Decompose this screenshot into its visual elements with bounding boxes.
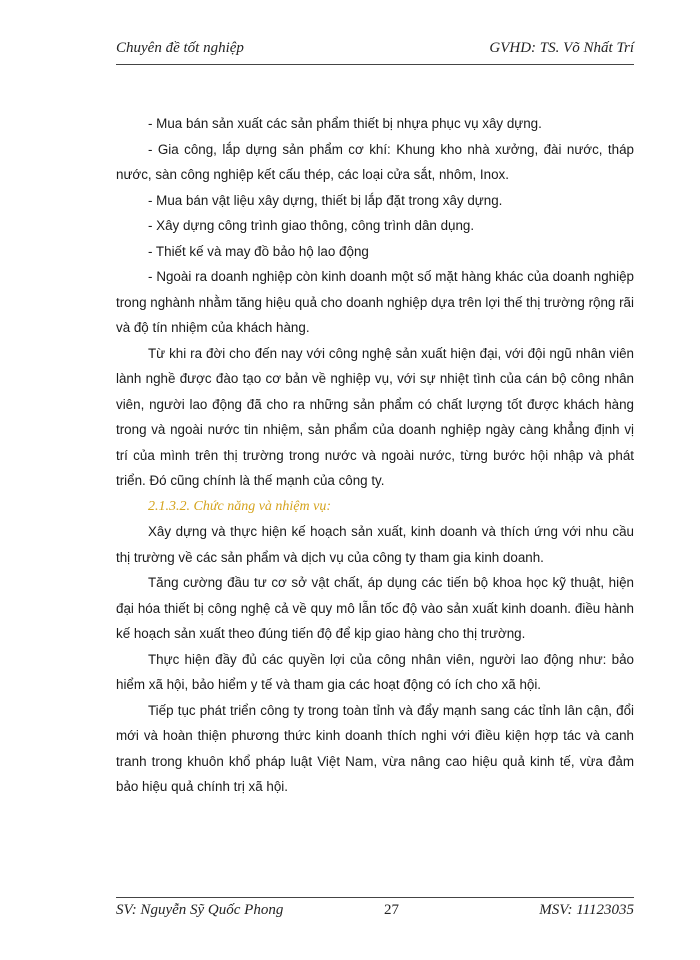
footer-student-id: MSV: 11123035 (539, 902, 634, 918)
paragraph-5: - Thiết kế và may đồ bảo hộ lao động (148, 243, 369, 259)
paragraph-9: Tăng cường đầu tư cơ sở vật chất, áp dụng các tiến bộ khoa học kỹ thuật, hiện đại hóa thiết bị công nghệ cả về quy mô lẫn tốc độ vào sản xuất kinh doanh. điều hành kế hoạch sản xuất theo đúng tiến độ để kịp giao hàng cho thị trường. (116, 575, 634, 641)
header-title: Chuyên đề tốt nghiệp (116, 40, 244, 56)
paragraph-10: Thực hiện đầy đủ các quyền lợi của công nhân viên, người lao động như: bảo hiểm xã hội, bảo hiểm y tế và tham gia các hoạt động có ích cho xã hội. (116, 651, 634, 692)
paragraph-3: - Mua bán vật liệu xây dựng, thiết bị lắp đặt trong xây dựng. (148, 192, 503, 208)
footer-divider (116, 897, 634, 898)
paragraph-11: Tiếp tục phát triển công ty trong toàn tỉnh và đẩy mạnh sang các tỉnh lân cận, đổi mới và hoàn thiện phương thức kinh doanh thích nghi với điều kiện hợp tác và canh tranh trong khuôn khổ pháp luật Việt Nam, vừa nâng cao hiệu quả kinh tế, vừa đảm bảo hiệu quả chính trị xã hội. (116, 702, 634, 794)
page-body (116, 111, 634, 800)
paragraph-7: Từ khi ra đời cho đến nay với công nghệ sản xuất hiện đại, với đội ngũ nhân viên lành nghề được đào tạo cơ bản về nghiệp vụ, với sự nhiệt tình của cán bộ công nhân viên, người lao động đã cho ra những sản phẩm có chất lượng tốt được khách hàng trong và ngoài nước tin nhiệm, sản phẩm của doanh nghiệp ngày càng khẳng định vị trí của mình trên thị trường trong nước và ngoài nước, từng bước hội nhập và phát triển. Đó cũng chính là thế mạnh của công ty. (116, 345, 634, 488)
page-header (116, 40, 634, 62)
footer-student: SV: Nguyễn Sỹ Quốc Phong (116, 902, 284, 918)
paragraph-8: Xây dựng và thực hiện kế hoạch sản xuất, kinh doanh và thích ứng với nhu cầu thị trường về các sản phẩm và dịch vụ của công ty tham gia kinh doanh. (116, 524, 634, 565)
paragraph-2: - Gia công, lắp dựng sản phẩm cơ khí: Khung kho nhà xưởng, đài nước, tháp nước, sàn công nghiệp kết cấu thép, các loại cửa sắt, nhôm, Inox. (116, 141, 634, 182)
header-divider (116, 64, 634, 65)
header-advisor: GVHD: TS. Võ Nhất Trí (489, 40, 634, 56)
section-heading: 2.1.3.2. Chức năng và nhiệm vụ: (148, 498, 331, 514)
paragraph-4: - Xây dựng công trình giao thông, công trình dân dụng. (148, 218, 475, 233)
page-footer (116, 902, 634, 924)
paragraph-1: - Mua bán sản xuất các sản phẩm thiết bị nhựa phục vụ xây dựng. (148, 116, 542, 131)
paragraph-6: - Ngoài ra doanh nghiệp còn kinh doanh một số mặt hàng khác của doanh nghiệp trong nghành nhằm tăng hiệu quả cho doanh nghiệp dựa trên lợi thế thị trường rộng rãi và độ tín nhiệm của khách hàng. (116, 269, 634, 335)
page-number: 27 (384, 902, 399, 918)
